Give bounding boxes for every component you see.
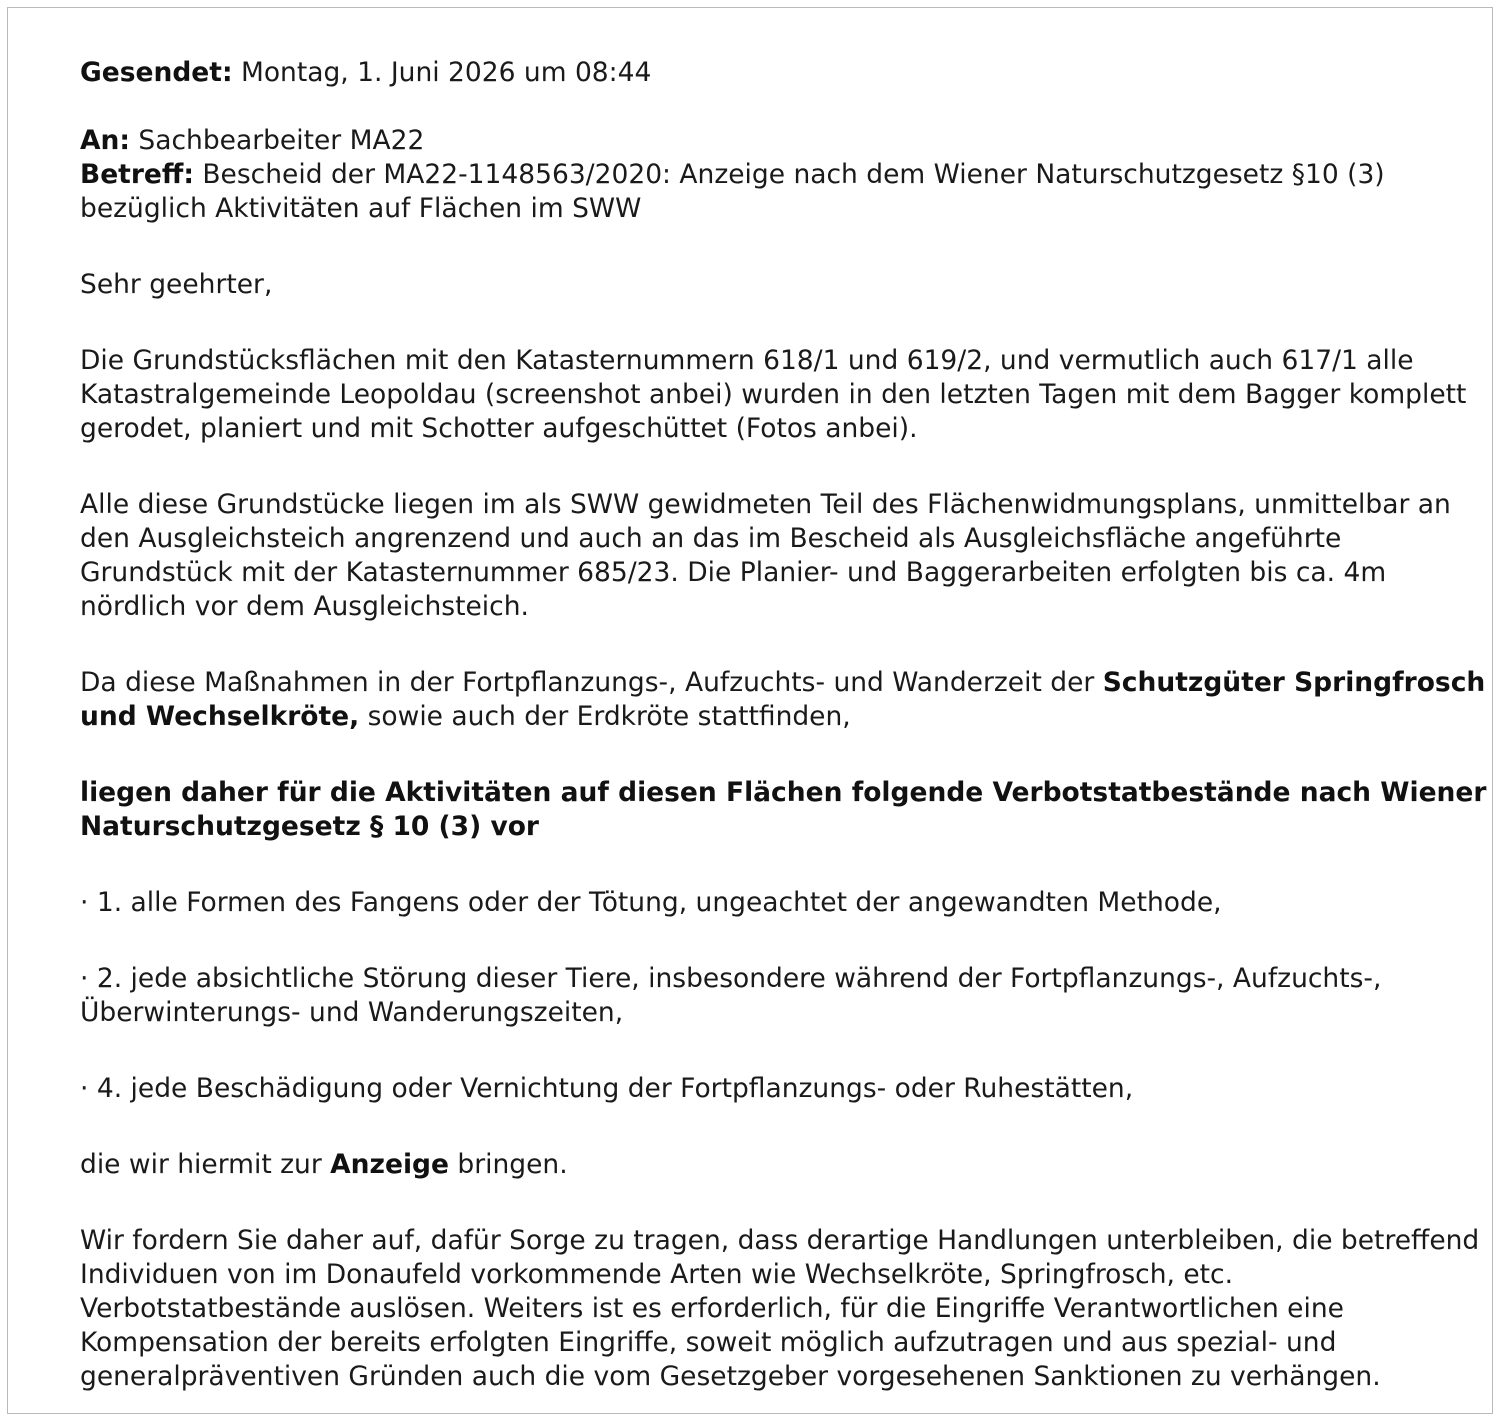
paragraph-2: Alle diese Grundstücke liegen im als SWW gewidmeten Teil des Flächenwidmungsplans, unmittelbar an den Ausgleichsteich angrenzend und auch an das im Bescheid als Ausgleichsfläche angeführte Grundstück mit der Katasternummer 685/23. Die Planier- und Baggerarbeiten erfolgten bis ca. 4m nördlich vor dem Ausgleichsteich. [80, 489, 1451, 622]
report-end: bringen. [448, 1149, 568, 1180]
subject-value: Bescheid der MA22-1148563/2020: Anzeige nach dem Wiener Naturschutzgesetz §10 (3) bezüglich Aktivitäten auf Flächen im SWW [80, 159, 1385, 224]
subject-label: Betreff: [80, 159, 194, 190]
violation-headline: liegen daher für die Aktivitäten auf diesen Flächen folgende Verbotstatbestände nach Wiener Naturschutzgesetz § 10 (3) vor [80, 777, 1487, 842]
email-frame [7, 7, 1493, 1414]
list-item: · 4. jede Beschädigung oder Vernichtung der Fortpflanzungs- oder Ruhestätten, [80, 1073, 1134, 1104]
paragraph-3-end: sowie auch der Erdkröte stattfinden, [359, 701, 851, 732]
paragraph-1: Die Grundstücksflächen mit den Katasternummern 618/1 und 619/2, und vermutlich auch 617/1 alle Katastralgemeinde Leopoldau (screenshot anbei) wurden in den letzten Tagen mit dem Bagger komplett gerodet, planiert und mit Schotter aufgeschüttet (Fotos anbei). [80, 345, 1467, 444]
report-line [80, 1148, 1490, 1182]
report-start: die wir hiermit zur [80, 1149, 331, 1180]
sent-line [80, 56, 1490, 90]
subject-line [80, 158, 1490, 226]
paragraph-3-bold: Schutzgüter Springfrosch und Wechselkröte, [80, 667, 1486, 732]
salutation: Sehr geehrter, [80, 269, 273, 300]
closing-paragraph: Wir fordern Sie daher auf, dafür Sorge zu tragen, dass derartige Handlungen unterbleiben, die betreffend Individuen von im Donaufeld vorkommende Arten wie Wechselkröte, Springfrosch, etc. Verbotstatbestände auslösen. Weiters ist es erforderlich, für die Eingriffe Verantwortlichen eine Kompensation der bereits erfolgten Eingriffe, soweit möglich aufzutragen und aus spezial- und generalpräventiven Gründen auch die vom Gesetzgeber vorgesehenen Sanktionen zu verhängen. [80, 1225, 1480, 1392]
email-content [80, 56, 1490, 1394]
list-item: · 2. jede absichtliche Störung dieser Tiere, insbesondere während der Fortpflanzungs-, Aufzuchts-, Überwinterungs- und Wanderungszeiten, [80, 963, 1382, 1028]
sent-label: Gesendet: [80, 57, 233, 88]
sent-value: Montag, 1. Juni 2026 um 08:44 [232, 57, 652, 88]
paragraph-3 [80, 666, 1490, 734]
report-bold: Anzeige [330, 1149, 449, 1180]
to-line [80, 124, 1490, 158]
to-label: An: [80, 125, 130, 156]
to-value: Sachbearbeiter MA22 [129, 125, 425, 156]
paragraph-3-start: Da diese Maßnahmen in der Fortpflanzungs-, Aufzuchts- und Wanderzeit der [80, 667, 1103, 698]
list-item: · 1. alle Formen des Fangens oder der Tötung, ungeachtet der angewandten Methode, [80, 887, 1222, 918]
